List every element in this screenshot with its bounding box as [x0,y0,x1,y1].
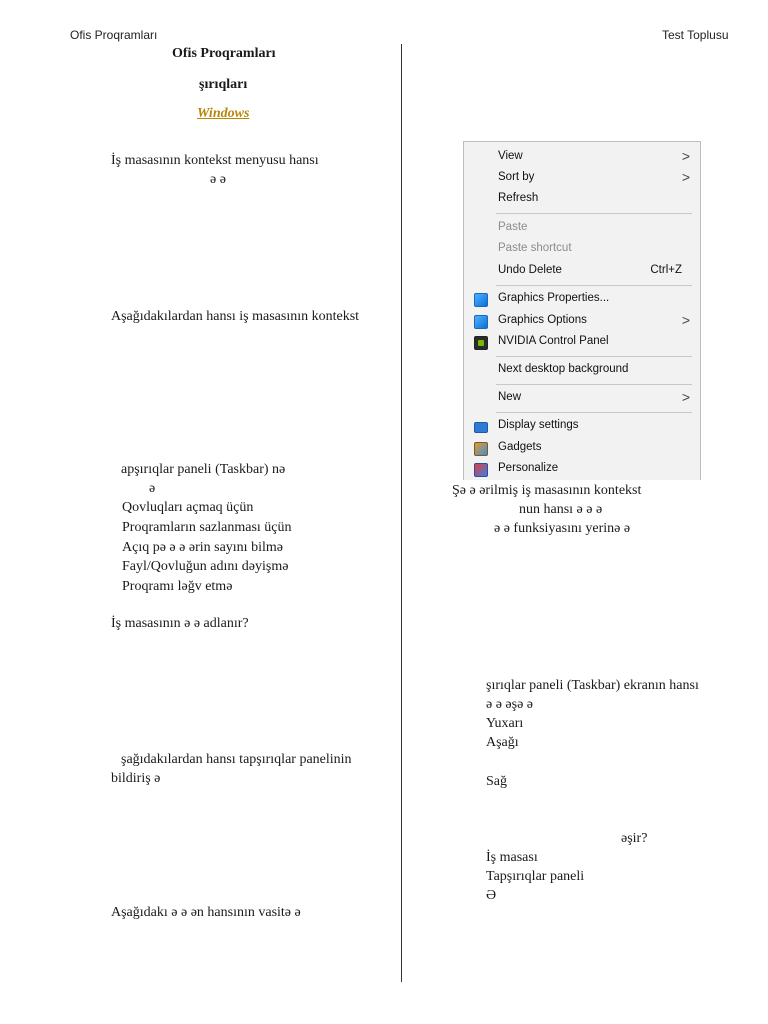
menu-separator [496,412,692,413]
menu-item-label: NVIDIA Control Panel [498,335,609,347]
question-8-text-line2: ə ə əşə ə [486,697,534,712]
column-divider [401,44,402,982]
menu-separator [496,285,692,286]
question-8-text: şırıqlar paneli (Taskbar) ekranın hansı [486,678,699,693]
menu-item-label: Display settings [498,419,579,431]
graphics-icon [474,293,488,307]
chevron-right-icon: > [681,169,690,185]
menu-item-graphics-properties[interactable] [464,289,700,310]
menu-item-display-settings[interactable] [464,416,700,437]
menu-item-label: View [498,150,523,162]
menu-item-label: Undo Delete [498,264,562,276]
menu-item-label: Paste shortcut [498,242,572,254]
menu-item-next-desktop-background[interactable] [464,360,700,381]
question-8-option: Yuxarı [486,716,524,731]
nvidia-icon [474,336,488,350]
menu-item-paste-shortcut [464,239,700,260]
menu-item-sort-by[interactable] [464,168,700,189]
header-left: Ofis Proqramları [70,28,158,42]
display-icon [474,422,488,433]
menu-item-new[interactable] [464,388,700,409]
document-title: Ofis Proqramları [172,46,276,61]
gadgets-icon [474,442,488,456]
menu-item-label: New [498,391,522,403]
personalize-icon [474,463,488,477]
menu-item-label: Graphics Properties... [498,292,610,304]
question-3-text-line2: ə [149,481,156,496]
question-3-option: Proqramların sazlanması üçün [122,520,292,535]
menu-item-paste [464,218,700,239]
menu-separator [496,356,692,357]
question-7-text-line3: ə ə funksiyasını yerinə ə [494,521,631,536]
menu-item-label: Refresh [498,192,539,204]
question-1-text-line2: ə ə [210,172,226,187]
question-9-option: Ə [486,888,497,903]
question-7-text-line2: nun hansı ə ə ə [519,502,603,517]
question-3-option: Qovluqları açmaq üçün [122,500,254,515]
question-9-option: İş masası [486,850,538,865]
section-title-windows[interactable]: Windows [197,106,250,121]
menu-separator [496,384,692,385]
menu-item-shortcut: Ctrl+Z [650,264,682,276]
desktop-context-menu [463,141,701,480]
question-9-text: əşir? [621,831,648,846]
menu-item-graphics-options[interactable] [464,311,700,332]
menu-item-label: Personalize [498,462,559,474]
menu-item-label: Paste [498,221,528,233]
menu-separator [496,213,692,214]
menu-item-personalize[interactable] [464,459,700,480]
menu-item-nvidia-control-panel[interactable] [464,332,700,353]
question-7-text: Şə ə ərilmiş iş masasının kontekst [452,483,642,498]
graphics-icon [474,315,488,329]
menu-item-gadgets[interactable] [464,438,700,459]
document-subtitle: şırıqları [199,77,248,92]
menu-item-label: Sort by [498,171,535,183]
question-3-option: Açıq pə ə ə ərin sayını bilmə [122,540,283,555]
menu-item-label: Graphics Options [498,314,587,326]
question-3-option: Proqramı ləğv etmə [122,579,233,594]
question-3-text: apşırıqlar paneli (Taskbar) nə [121,462,286,477]
question-4-text: İş masasının ə ə adlanır? [111,616,249,631]
question-9-option: Tapşırıqlar paneli [486,869,585,884]
menu-item-refresh[interactable] [464,189,700,210]
chevron-right-icon: > [681,389,690,405]
question-8-option: Aşağı [486,735,519,750]
question-3-option: Fayl/Qovluğun adını dəyişmə [122,559,289,574]
question-1-text: İş masasının kontekst menyusu hansı [111,153,319,168]
question-8-option: Sağ [486,774,507,789]
question-6-text: Aşağıdakı ə ə ən hansının vasitə ə [111,905,301,920]
question-5-text: şağıdakılardan hansı tapşırıqlar panelinin [121,752,352,767]
menu-item-label: Next desktop background [498,363,629,375]
menu-item-undo-delete[interactable] [464,261,700,282]
chevron-right-icon: > [681,312,690,328]
question-2-text: Aşağıdakılardan hansı iş masasının kontekst [111,309,360,324]
header-right: Test Toplusu [662,28,729,42]
menu-item-view[interactable] [464,147,700,168]
chevron-right-icon: > [681,148,690,164]
question-5-text-line2: bildiriş ə [111,771,161,786]
menu-item-label: Gadgets [498,441,542,453]
